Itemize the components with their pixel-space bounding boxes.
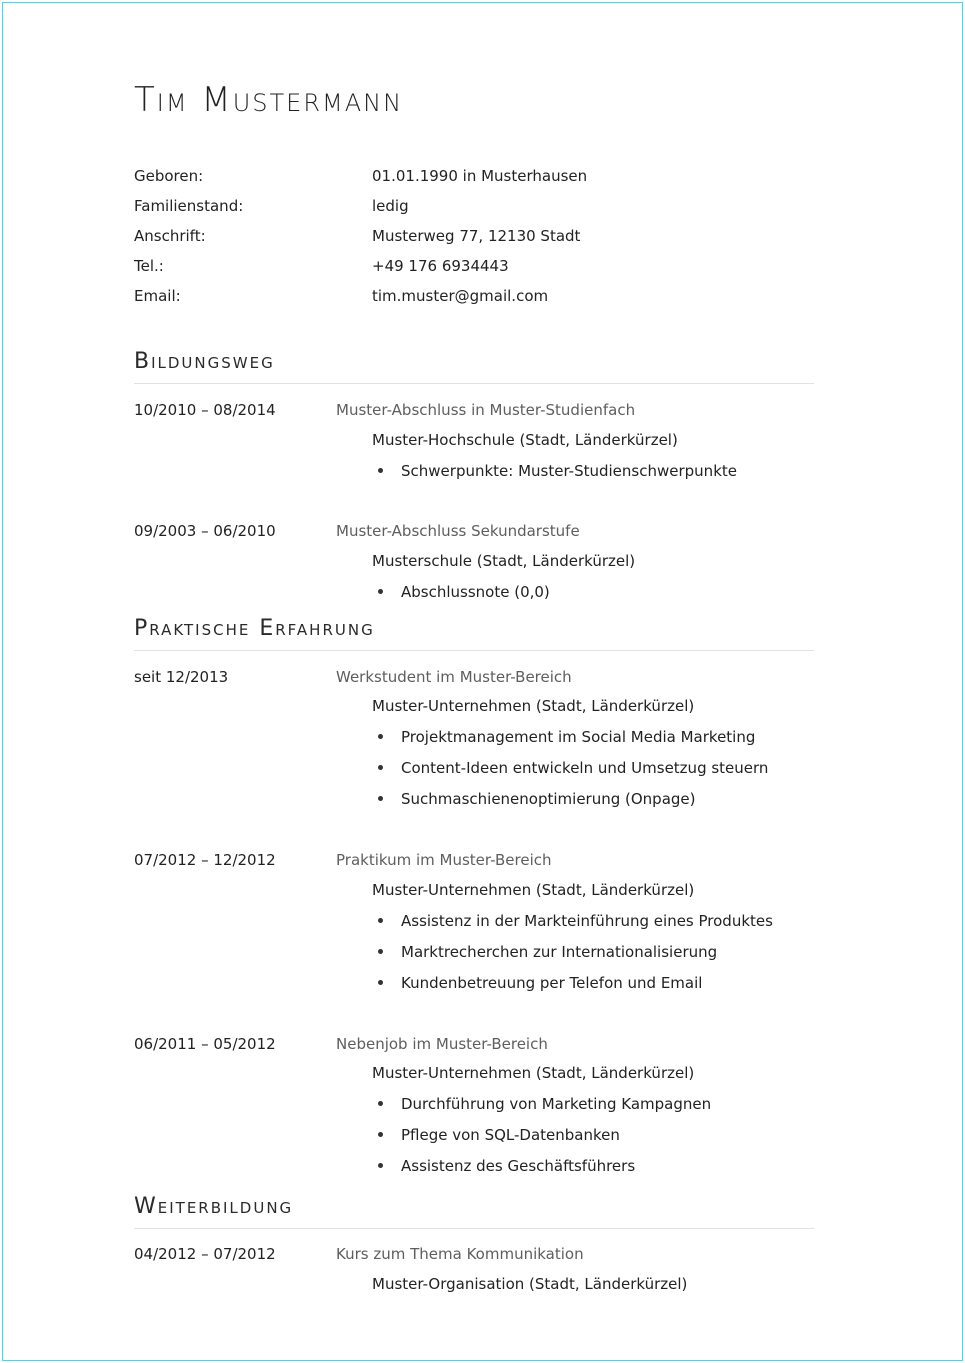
section-heading-experience: Praktische Erfahrung bbox=[134, 616, 375, 641]
entry-title: Kurs zum Thema Kommunikation bbox=[336, 1245, 584, 1263]
bullet-icon bbox=[378, 1132, 383, 1137]
entry-date: seit 12/2013 bbox=[134, 668, 229, 686]
personal-value: tim.muster@gmail.com bbox=[372, 287, 549, 305]
personal-value: +49 176 6934443 bbox=[372, 257, 509, 275]
entry-title: Muster-Abschluss in Muster-Studienfach bbox=[336, 401, 636, 419]
section-divider bbox=[134, 650, 814, 651]
entry-date: 09/2003 – 06/2010 bbox=[134, 522, 276, 540]
entry-title: Nebenjob im Muster-Bereich bbox=[336, 1035, 548, 1053]
cv-name: Tim Mustermann bbox=[134, 80, 404, 120]
section-divider bbox=[134, 383, 814, 384]
bullet-icon bbox=[378, 980, 383, 985]
entry-bullet: Content-Ideen entwickeln und Umsetzug steuern bbox=[401, 759, 769, 777]
bullet-icon bbox=[378, 1101, 383, 1106]
entry-date: 04/2012 – 07/2012 bbox=[134, 1245, 276, 1263]
personal-value: 01.01.1990 in Musterhausen bbox=[372, 167, 588, 185]
entry-title: Muster-Abschluss Sekundarstufe bbox=[336, 522, 580, 540]
entry-bullet: Suchmaschienenoptimierung (Onpage) bbox=[401, 790, 696, 808]
entry-bullet: Assistenz des Geschäftsführers bbox=[401, 1157, 636, 1175]
personal-label: Tel.: bbox=[134, 257, 164, 275]
entry-title: Praktikum im Muster-Bereich bbox=[336, 851, 552, 869]
entry-bullet: Marktrecherchen zur Internationalisierung bbox=[401, 943, 718, 961]
entry-organization: Muster-Organisation (Stadt, Länderkürzel) bbox=[372, 1275, 688, 1293]
entry-organization: Muster-Unternehmen (Stadt, Länderkürzel) bbox=[372, 1064, 695, 1082]
entry-title: Werkstudent im Muster-Bereich bbox=[336, 668, 572, 686]
bullet-icon bbox=[378, 468, 383, 473]
entry-bullet: Durchführung von Marketing Kampagnen bbox=[401, 1095, 712, 1113]
personal-label: Anschrift: bbox=[134, 227, 206, 245]
bullet-icon bbox=[378, 918, 383, 923]
entry-organization: Muster-Hochschule (Stadt, Länderkürzel) bbox=[372, 431, 678, 449]
entry-date: 06/2011 – 05/2012 bbox=[134, 1035, 276, 1053]
entry-bullet: Abschlussnote (0,0) bbox=[401, 583, 550, 601]
personal-value: Musterweg 77, 12130 Stadt bbox=[372, 227, 581, 245]
entry-bullet: Projektmanagement im Social Media Marketing bbox=[401, 728, 756, 746]
entry-bullet: Assistenz in der Markteinführung eines Produktes bbox=[401, 912, 773, 930]
bullet-icon bbox=[378, 1163, 383, 1168]
section-heading-education: Bildungsweg bbox=[134, 349, 275, 374]
entry-bullet: Schwerpunkte: Muster-Studienschwerpunkte bbox=[401, 462, 737, 480]
personal-label: Email: bbox=[134, 287, 181, 305]
entry-date: 10/2010 – 08/2014 bbox=[134, 401, 276, 419]
bullet-icon bbox=[378, 949, 383, 954]
personal-label: Familienstand: bbox=[134, 197, 244, 215]
section-divider bbox=[134, 1228, 814, 1229]
entry-date: 07/2012 – 12/2012 bbox=[134, 851, 276, 869]
personal-value: ledig bbox=[372, 197, 409, 215]
bullet-icon bbox=[378, 796, 383, 801]
section-heading-training: Weiterbildung bbox=[134, 1194, 294, 1219]
bullet-icon bbox=[378, 589, 383, 594]
entry-organization: Muster-Unternehmen (Stadt, Länderkürzel) bbox=[372, 697, 695, 715]
entry-bullet: Kundenbetreuung per Telefon und Email bbox=[401, 974, 703, 992]
entry-organization: Muster-Unternehmen (Stadt, Länderkürzel) bbox=[372, 881, 695, 899]
entry-organization: Musterschule (Stadt, Länderkürzel) bbox=[372, 552, 636, 570]
entry-bullet: Pflege von SQL-Datenbanken bbox=[401, 1126, 620, 1144]
bullet-icon bbox=[378, 734, 383, 739]
personal-label: Geboren: bbox=[134, 167, 204, 185]
bullet-icon bbox=[378, 765, 383, 770]
